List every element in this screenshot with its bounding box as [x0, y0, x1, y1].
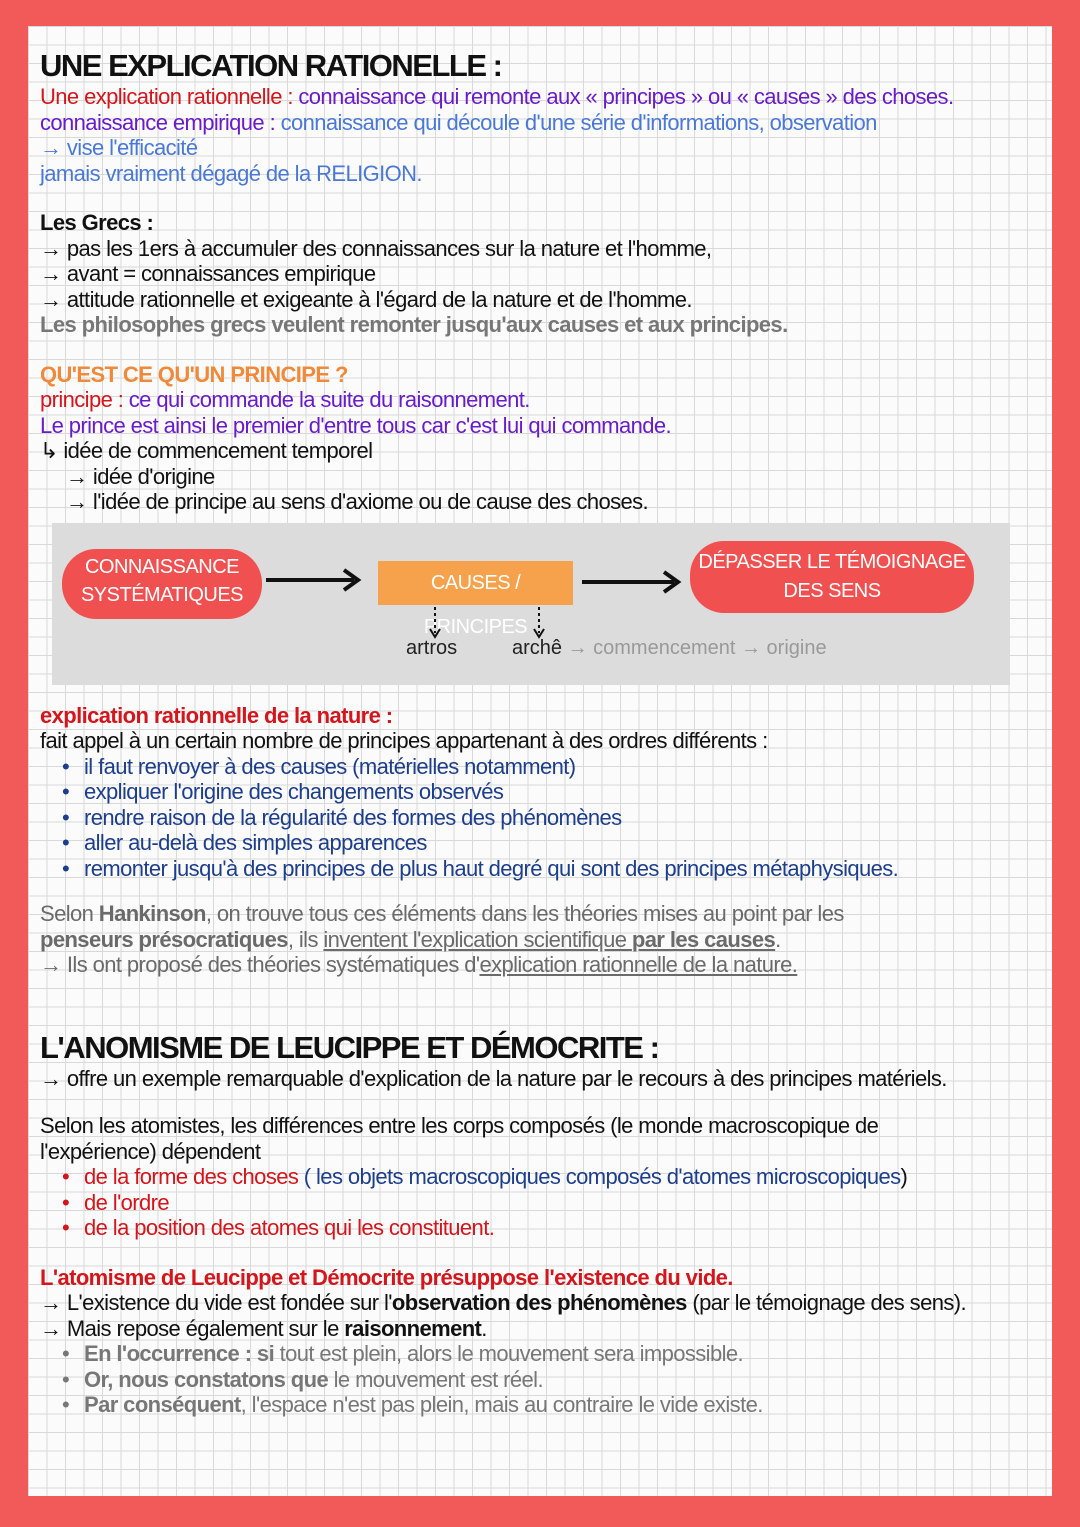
atomists-line: l'expérience) dépendent [40, 1138, 261, 1164]
reasoning-bullet [40, 1341, 1040, 1367]
religion-note: jamais vraiment dégagé de la RELIGION. [40, 160, 422, 186]
rational-nature-explanation: explication rationnelle de la nature. [479, 952, 798, 977]
void-heading: L'atomisme de Leucippe et Démocrite présuppose l'existence du vide. [40, 1264, 733, 1290]
nature-intro: fait appel à un certain nombre de principes appartenant à des ordres différents : [40, 728, 768, 753]
reasoning-bullet [40, 1367, 1040, 1393]
concept-diagram [52, 523, 1010, 685]
definition-rational-explanation [40, 84, 1040, 110]
void-reasoning [40, 1316, 1040, 1342]
origin-idea: → idée d'origine [66, 463, 215, 489]
hankinson-name: Hankinson [98, 901, 206, 926]
artros-label: artros [406, 636, 458, 659]
prince-sentence: Le prince est ainsi le premier d'entre tous car c'est lui qui commande. [40, 412, 672, 438]
definition-text: connaissance qui découle d'une série d'informations, observation [280, 109, 877, 135]
atom-bullet: • de l'ordre [40, 1190, 1040, 1216]
text-fragment: → Ils ont proposé des théories systématiques d' [40, 952, 480, 977]
text-fragment: ( les objets macroscopiques composés d'atomes microscopiques [303, 1164, 901, 1189]
definition-empirical-knowledge [40, 110, 1040, 136]
nature-bullet: • rendre raison de la régularité des formes des phénomènes [40, 805, 1040, 831]
presocratic-line [40, 927, 1040, 953]
nature-bullet: • expliquer l'origine des changements observés [40, 779, 1040, 805]
text-fragment: → L'existence du vide est fondée sur l' [40, 1290, 392, 1315]
definition-text: ce qui commande la suite du raisonnement. [128, 387, 530, 412]
reasoning-bullet [40, 1392, 1040, 1418]
greeks-heading: Les Grecs : [40, 210, 154, 235]
arrow-right-icon [264, 565, 364, 595]
atomism-intro: → offre un exemple remarquable d'explication de la nature par le recours à des principes matériels. [40, 1065, 947, 1091]
hankinson-line [40, 901, 1040, 927]
atom-bullet: • de la position des atomes qui les constituent. [40, 1215, 1040, 1241]
text-fragment: , l'espace n'est pas plein, mais au contraire le vide existe. [240, 1392, 763, 1417]
systematic-knowledge-node [62, 549, 262, 619]
principle-definition [40, 387, 1040, 413]
content [40, 48, 1040, 1418]
definition-term: principe : [40, 387, 129, 412]
text-fragment: raisonnement [344, 1315, 482, 1341]
atomists-line: Selon les atomistes, les différences entre les corps composés (le monde macroscopique de [40, 1113, 879, 1138]
definition-text: connaissance qui remonte aux « principes » ou « causes » des choses. [298, 84, 954, 109]
arche-meaning: → commencement → origine [562, 636, 827, 659]
section-title-rational-explanation: UNE EXPLICATION RATIONELLE : [40, 48, 502, 83]
text-fragment: Selon [40, 901, 99, 926]
atom-bullet [40, 1164, 1040, 1190]
arrow-right-icon [580, 567, 685, 597]
definition-term: Une explication rationnelle : [40, 84, 299, 109]
node-label: DES SENS [783, 579, 881, 602]
arche-label [512, 637, 827, 660]
greeks-item: → pas les 1ers à accumuler des connaissances sur la nature et l'homme, [40, 235, 712, 261]
greeks-item: → avant = connaissances empirique [40, 261, 376, 286]
text-fragment: En l'occurrence : si [84, 1341, 275, 1366]
text-fragment: Par conséquent [84, 1392, 241, 1417]
definition-term: connaissance empirique : [40, 109, 281, 135]
text-fragment: tout est plein, alors le mouvement sera impossible. [274, 1341, 744, 1366]
beyond-senses-node [690, 541, 974, 613]
note-sheet [28, 26, 1052, 1496]
presocratic-thinkers: penseurs présocratiques [40, 926, 288, 952]
axiom-idea: → l'idée de principe au sens d'axiome ou de cause des choses. [66, 489, 649, 514]
scientific-explanation: inventent l'explication scientifique [323, 926, 632, 952]
text-fragment: . [775, 926, 781, 952]
greeks-summary: Les philosophes grecs veulent remonter jusqu'aux causes et aux principes. [40, 312, 788, 337]
efficacy-note: → vise l'efficacité [40, 135, 198, 160]
arche-word: archê [512, 636, 563, 659]
text-fragment: , on trouve tous ces éléments dans les théories mises au point par les [205, 901, 844, 926]
nature-bullet: • il faut renvoyer à des causes (matérielles notamment) [40, 754, 1040, 780]
void-observation [40, 1290, 1040, 1316]
by-causes: par les causes [631, 926, 776, 952]
node-label: CONNAISSANCE [84, 555, 240, 578]
greeks-item: → attitude rationnelle et exigeante à l'égard de la nature et de l'homme. [40, 286, 692, 312]
section-title-atomism: L'ANOMISME DE LEUCIPPE ET DÉMOCRITE : [40, 1029, 659, 1065]
text-fragment: . [481, 1315, 487, 1341]
text-fragment: le mouvement est réel. [328, 1366, 543, 1392]
text-fragment: de la forme des choses [84, 1164, 304, 1189]
nature-bullet: • remonter jusqu'à des principes de plus haut degré qui sont des principes métaphysiques. [40, 856, 1040, 882]
text-fragment: (par le témoignage des sens). [686, 1290, 966, 1315]
text-fragment: , ils [287, 926, 324, 952]
node-label: SYSTÉMATIQUES [80, 583, 244, 606]
causes-principles-node [378, 561, 573, 638]
text-fragment: ) [900, 1164, 908, 1189]
node-label: DÉPASSER LE TÉMOIGNAGE [698, 550, 966, 573]
node-label: CAUSES / PRINCIPES [423, 571, 528, 638]
text-fragment: Or, nous constatons que [84, 1366, 329, 1392]
text-fragment: observation des phénomènes [391, 1290, 687, 1315]
nature-heading: explication rationnelle de la nature : [40, 702, 393, 728]
nature-bullet: • aller au-delà des simples apparences [40, 830, 1040, 856]
text-fragment: → Mais repose également sur le [40, 1315, 345, 1341]
temporal-idea: ↳ idée de commencement temporel [40, 438, 373, 463]
systematic-theories-line [40, 952, 1040, 978]
principle-heading: QU'EST CE QU'UN PRINCIPE ? [40, 361, 348, 387]
